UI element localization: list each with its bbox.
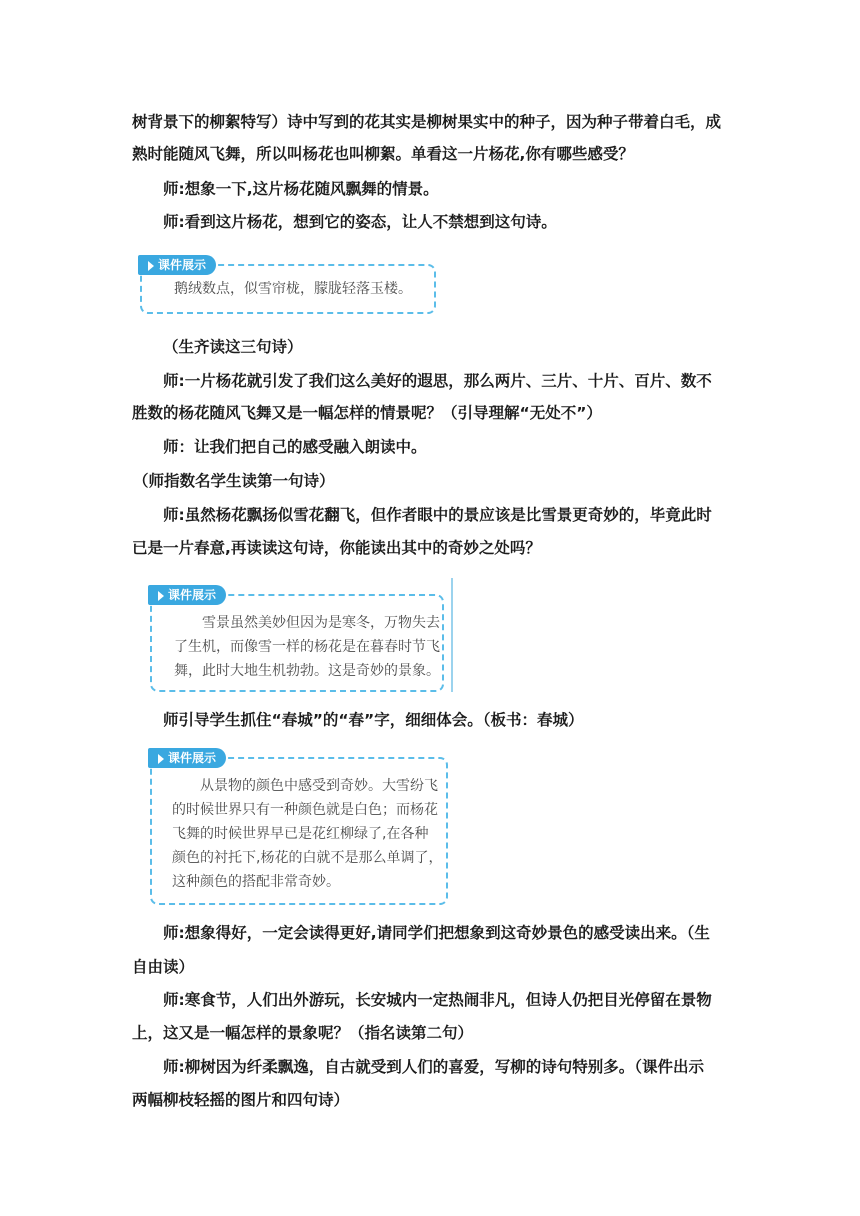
text-line: 师引导学生抓住“春城”的“春”字，细细体会。（板书：春城）	[163, 711, 584, 729]
courseware-card	[150, 751, 448, 905]
card-text: 颜色的衬托下,杨花的白就不是那么单调了，	[172, 850, 443, 866]
text-line: 师:寒食节，人们出外游玩，长安城内一定热闹非凡，但诗人仍把目光停留在景物	[163, 991, 712, 1009]
card-text: 了生机，而像雪一样的杨花是在暮春时节飞	[174, 639, 440, 655]
text-line: 树背景下的柳絮特写）诗中写到的花其实是柳树果实中的种子，因为种子带着白毛，成	[132, 113, 722, 131]
text-line: 胜数的杨花随风飞舞又是一幅怎样的情景呢？（引导理解“无处不”）	[132, 404, 602, 422]
divider	[451, 578, 453, 692]
text-line: 已是一片春意,再读读这句诗，你能读出其中的奇妙之处吗？	[132, 539, 541, 557]
courseware-card	[140, 258, 436, 314]
text-line: 师：让我们把自己的感受融入朗读中。	[163, 438, 427, 456]
text-line: 师:虽然杨花飘扬似雪花翻飞，但作者眼中的景应该是比雪景更奇妙的，毕竟此时	[163, 506, 712, 524]
text-line: 师:柳树因为纤柔飘逸，自古就受到人们的喜爱，写柳的诗句特别多。（课件出示	[163, 1058, 704, 1076]
card-text: 舞，此时大地生机勃勃。这是奇妙的景象。	[174, 663, 440, 679]
text-line: 上，这又是一幅怎样的景象呢？（指名读第二句）	[132, 1024, 474, 1042]
text-line: （生齐读这三句诗）	[163, 338, 303, 356]
courseware-card	[150, 588, 444, 692]
card-text: 从景物的颜色中感受到奇妙。大雪纷飞	[200, 778, 438, 794]
text-line: 熟时能随风飞舞，所以叫杨花也叫柳絮。单看这一片杨花,你有哪些感受？	[132, 145, 634, 163]
text-line: （师指数名学生读第一句诗）	[133, 472, 335, 490]
card-text: 鹅绒数点，似雪帘栊，朦胧轻落玉楼。	[174, 281, 412, 297]
courseware-tag: 课件展示	[138, 255, 216, 275]
courseware-tag: 课件展示	[148, 585, 226, 605]
play-icon	[158, 754, 164, 764]
text-line: 两幅柳枝轻摇的图片和四句诗）	[132, 1091, 350, 1109]
text-line: 师:想象得好，一定会读得更好,请同学们把想象到这奇妙景色的感受读出来。（生	[163, 924, 710, 942]
card-text: 这种颜色的搭配非常奇妙。	[172, 874, 340, 890]
text-line: 自由读）	[132, 958, 195, 976]
text-line: 师:一片杨花就引发了我们这么美好的遐思，那么两片、三片、十片、百片、数不	[163, 372, 712, 390]
courseware-tag: 课件展示	[148, 748, 226, 768]
card-text: 飞舞的时候世界早已是花红柳绿了,在各种	[172, 826, 429, 842]
play-icon	[148, 261, 154, 271]
text-line: 师:看到这片杨花，想到它的姿态，让人不禁想到这句诗。	[163, 213, 557, 231]
text-line: 师:想象一下,这片杨花随风飘舞的情景。	[163, 180, 439, 198]
play-icon	[158, 591, 164, 601]
card-text: 雪景虽然美妙但因为是寒冬，万物失去	[202, 615, 440, 631]
card-text: 的时候世界只有一种颜色就是白色；而杨花	[172, 802, 438, 818]
